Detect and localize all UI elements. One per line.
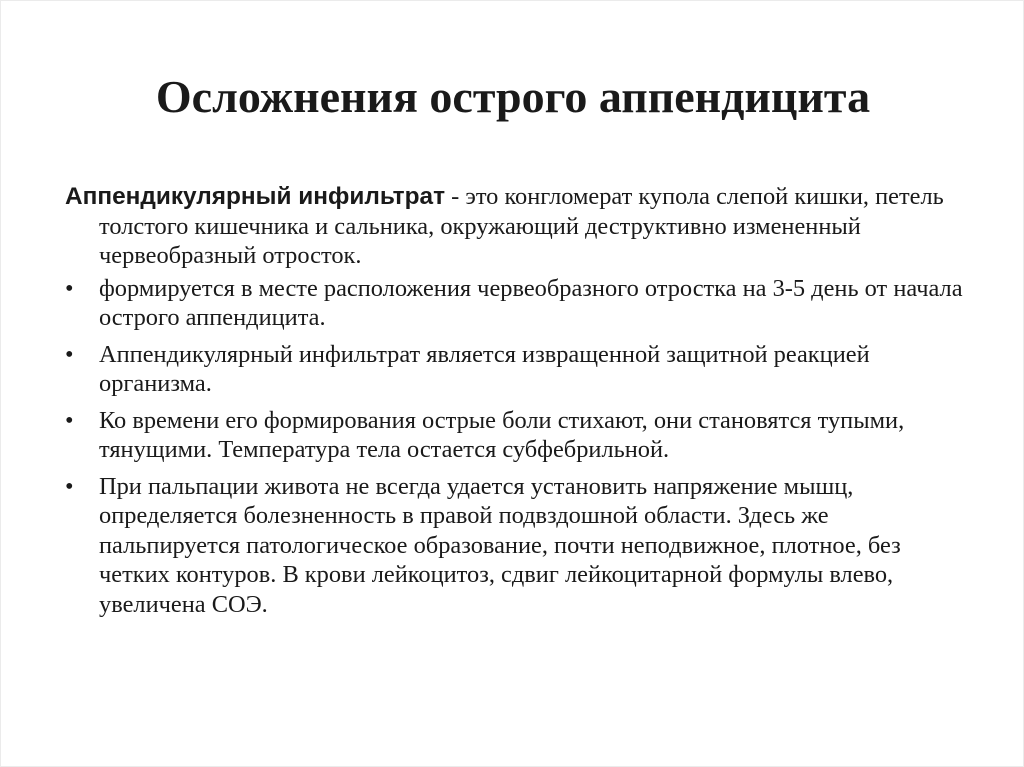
bullet-list — [65, 274, 970, 620]
bullet-text: формируется в месте расположения червеобразного отростка на 3-5 день от начала острого аппендицита. — [99, 274, 963, 331]
intro-definition: - это конгломерат купола слепой кишки, петель толстого кишечника и сальника, окружающий деструктивно измененный червеобразный отросток. — [99, 183, 944, 269]
bullet-text: Ко времени его формирования острые боли стихают, они становятся тупыми, тянущими. Температура тела остается субфебрильной. — [99, 406, 905, 463]
list-item — [65, 406, 970, 465]
list-item — [65, 340, 970, 399]
intro-term: Аппендикулярный инфильтрат — [65, 183, 446, 210]
list-item — [65, 274, 970, 333]
bullet-text: Аппендикулярный инфильтрат является извращенной защитной реакцией организма. — [99, 340, 870, 397]
intro-paragraph — [65, 182, 970, 271]
list-item — [65, 472, 970, 620]
bullet-text: При пальпации живота не всегда удается установить напряжение мышц, определяется болезненность в правой подвздошной области. Здесь же пальпируется патологическое образование, почти неподвижное, плотное, без четких контуров. В крови лейкоцитоз, сдвиг лейкоцитарной формулы влево, увеличена СОЭ. — [99, 472, 901, 618]
slide-title: Осложнения острого аппендицита — [155, 71, 871, 122]
bullet-icon: • — [65, 274, 74, 302]
bullet-icon: • — [65, 340, 74, 368]
bullet-icon: • — [65, 472, 74, 500]
bullet-icon: • — [65, 406, 74, 434]
slide-body — [65, 182, 970, 626]
